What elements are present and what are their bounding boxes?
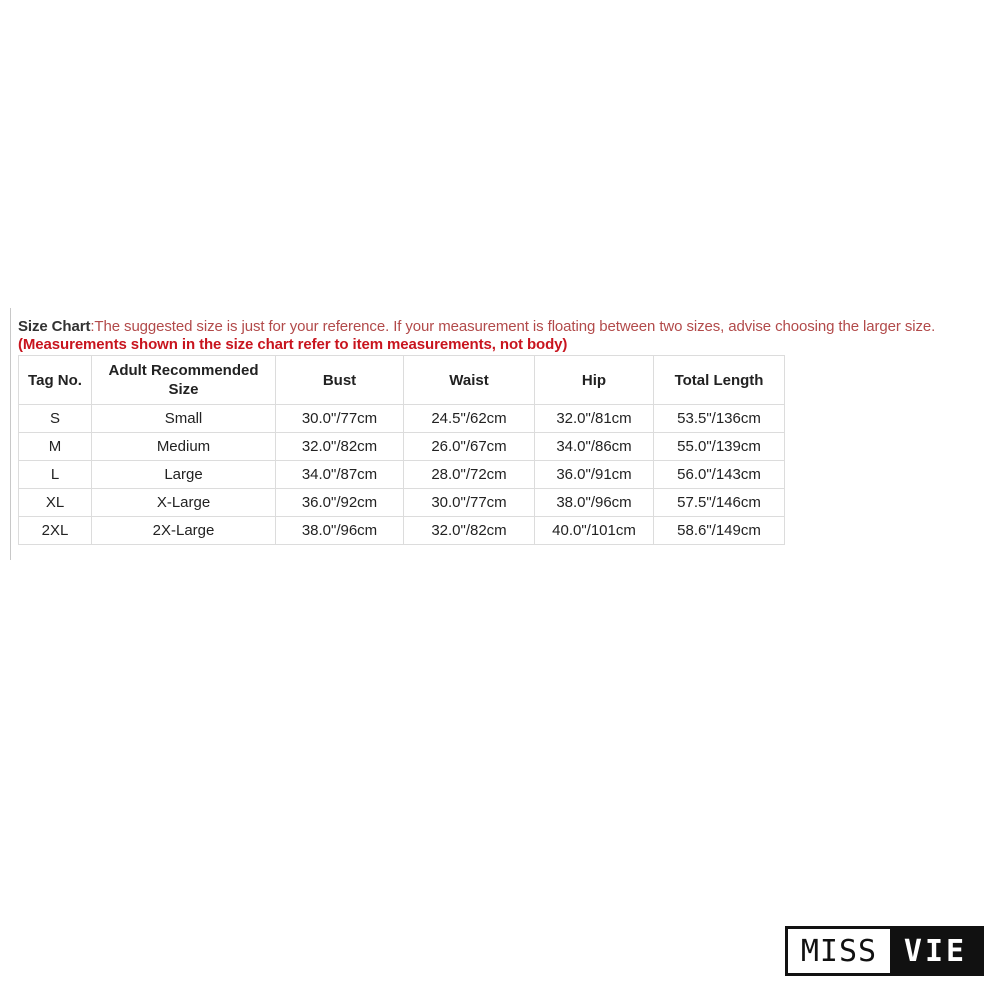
length-cell: 58.6"/149cm (654, 517, 785, 545)
length-cell: 53.5"/136cm (654, 405, 785, 433)
bust-cell: 30.0"/77cm (276, 405, 404, 433)
table-row (19, 405, 785, 433)
size-cell: 2X-Large (92, 517, 276, 545)
table-row (19, 433, 785, 461)
length-cell: 55.0"/139cm (654, 433, 785, 461)
header-total-length: Total Length (654, 356, 785, 405)
table-row (19, 517, 785, 545)
size-cell: X-Large (92, 489, 276, 517)
hip-cell: 38.0"/96cm (535, 489, 654, 517)
table-row (19, 489, 785, 517)
header-recommended-size: Adult Recommended Size (92, 356, 276, 405)
header-tag-no: Tag No. (19, 356, 92, 405)
hip-cell: 34.0"/86cm (535, 433, 654, 461)
tag-cell: 2XL (19, 517, 92, 545)
brand-logo (785, 926, 984, 976)
size-cell: Large (92, 461, 276, 489)
bust-cell: 34.0"/87cm (276, 461, 404, 489)
size-chart-label: Size Chart (18, 318, 91, 335)
table-row (19, 461, 785, 489)
tag-cell: M (19, 433, 92, 461)
waist-cell: 26.0"/67cm (404, 433, 535, 461)
measurement-disclaimer: (Measurements shown in the size chart refer to item measurements, not body) (18, 336, 568, 353)
size-table (18, 355, 785, 545)
waist-cell: 24.5"/62cm (404, 405, 535, 433)
header-hip: Hip (535, 356, 654, 405)
left-divider (10, 308, 11, 560)
tag-cell: S (19, 405, 92, 433)
bust-cell: 36.0"/92cm (276, 489, 404, 517)
waist-cell: 28.0"/72cm (404, 461, 535, 489)
bust-cell: 38.0"/96cm (276, 517, 404, 545)
bust-cell: 32.0"/82cm (276, 433, 404, 461)
hip-cell: 36.0"/91cm (535, 461, 654, 489)
length-cell: 56.0"/143cm (654, 461, 785, 489)
header-waist: Waist (404, 356, 535, 405)
size-chart-intro (18, 318, 993, 354)
header-bust: Bust (276, 356, 404, 405)
tag-cell: XL (19, 489, 92, 517)
tag-cell: L (19, 461, 92, 489)
hip-cell: 32.0"/81cm (535, 405, 654, 433)
brand-logo-miss: MISS (800, 933, 878, 969)
hip-cell: 40.0"/101cm (535, 517, 654, 545)
table-header-row (19, 356, 785, 405)
size-advice-note: :The suggested size is just for your reference. If your measurement is floating between two sizes, advise choosing the larger size. (90, 318, 936, 335)
waist-cell: 32.0"/82cm (404, 517, 535, 545)
size-cell: Medium (92, 433, 276, 461)
length-cell: 57.5"/146cm (654, 489, 785, 517)
waist-cell: 30.0"/77cm (404, 489, 535, 517)
brand-logo-vie: VIE (890, 929, 981, 973)
size-cell: Small (92, 405, 276, 433)
